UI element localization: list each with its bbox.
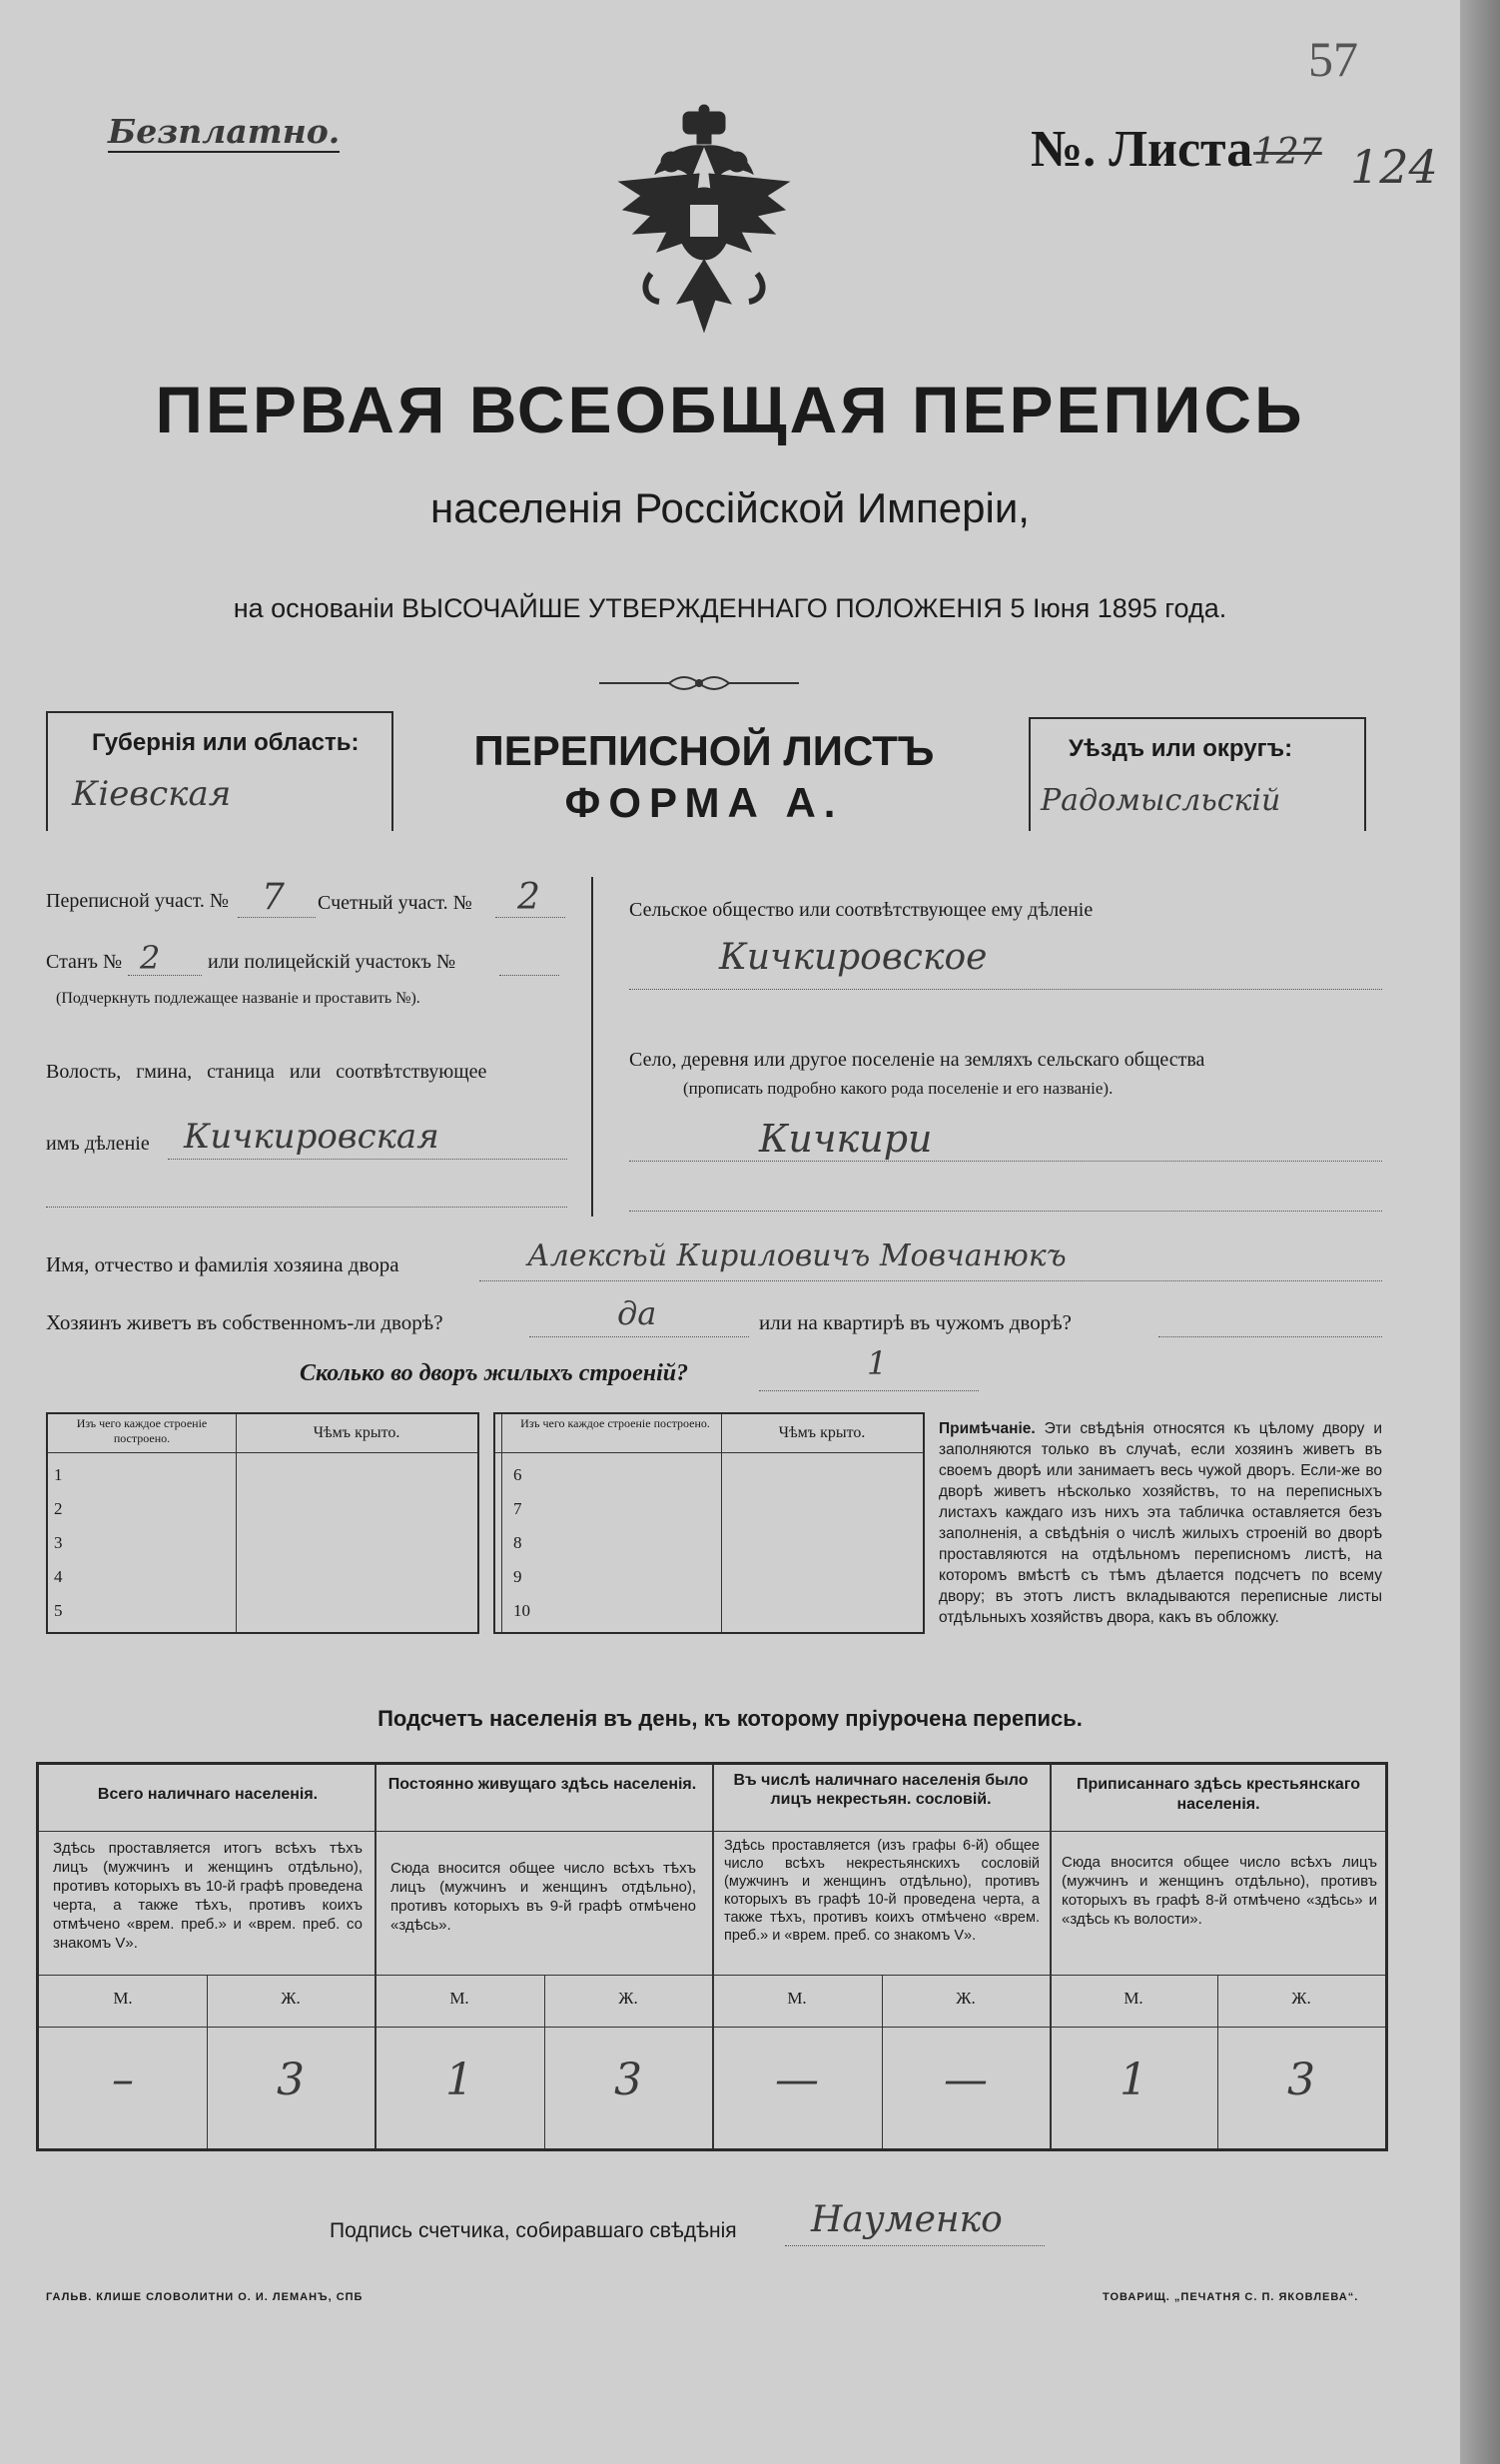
own-yard-line — [529, 1336, 749, 1337]
village-line — [629, 1161, 1382, 1162]
col4-title: Приписаннаго здѣсь крестьянскаго населенія. — [1076, 1776, 1361, 1813]
col1-desc: Здѣсь проставляется итогъ всѣхъ тѣхъ лицъ (мужчинъ и женщинъ отдѣльно), противъ которыхъ въ 10-й графѣ проведена черта, а также тѣхъ, противъ коихъ отмѣчено «врем. преб.» и «врем. преб. со знакомъ V». — [53, 1840, 363, 1952]
table-row[interactable]: 6 — [513, 1465, 522, 1484]
own-yard-label: Хозяинъ живетъ въ собственномъ-ли дворѣ? — [46, 1310, 443, 1334]
owner-name-line — [479, 1280, 1382, 1281]
col1-m-value[interactable]: – — [112, 2054, 134, 2105]
double-headed-eagle-icon — [611, 104, 797, 344]
province-label: Губернія или область: — [92, 729, 360, 756]
village-note: (прописать подробно какого рода поселеніе и его названіе). — [683, 1079, 1114, 1098]
note-title: Примѣчаніе. — [939, 1420, 1036, 1437]
volost-label-1: Волость, гмина, станица или соотвѣтствующее — [46, 1061, 487, 1083]
col1-f-value[interactable]: 3 — [277, 2054, 305, 2105]
district-value[interactable]: Радомысльскій — [1041, 783, 1281, 818]
page-subtitle: населенія Россійской Имперіи, — [430, 484, 1030, 531]
rows-left — [54, 1458, 63, 1628]
footer-right: ТОВАРИЩ. „ПЕЧАТНЯ С. П. ЯКОВЛЕВА“. — [1103, 2291, 1359, 2303]
table-row[interactable]: 10 — [513, 1601, 530, 1620]
society-line — [629, 989, 1382, 990]
material-header-right: Изъ чего каждое строеніе построено. — [520, 1416, 710, 1430]
volost-line-2 — [46, 1207, 567, 1208]
society-value[interactable]: Кичкировское — [719, 937, 988, 978]
volost-value[interactable]: Кичкировская — [184, 1117, 439, 1157]
rented-label: или на квартирѣ въ чужомъ дворѣ? — [759, 1310, 1072, 1334]
census-area-value[interactable]: 7 — [262, 877, 285, 918]
table-row[interactable]: 8 — [513, 1533, 522, 1552]
buildings-label: Сколько во дворъ жилыхъ строеній? — [300, 1360, 689, 1386]
ornament-divider-icon — [599, 671, 799, 695]
table-row[interactable]: 2 — [54, 1499, 63, 1518]
district-label: Уѣздъ или округъ: — [1069, 735, 1293, 762]
col2-f-value[interactable]: 3 — [614, 2054, 642, 2105]
col4-m-value[interactable]: 1 — [1120, 2054, 1147, 2105]
roof-header: Чѣмъ крыто. — [313, 1424, 400, 1441]
sheet-title: ПЕРЕПИСНОЙ ЛИСТЪ — [473, 727, 935, 774]
note-text: Эти свѣдѣнія относятся къ цѣлому двору и заполняются только въ случаѣ, если хозяинъ живетъ въ своемъ дворѣ или занимаетъ весь чужой дворъ. Если-же во дворѣ живетъ нѣсколько хозяйствъ, то на переписныхъ листахъ каждаго изъ нихъ эта табличка оставляется безъ заполненія, а свѣдѣнія о числѣ жилыхъ строеній во дворѣ проставляются на отдѣльномъ переписномъ листѣ, на которомъ вмѣстѣ съ тѣмъ дѣлается подсчетъ по всему двору; въ этотъ листъ вкладываются переписные листы отдѣльныхъ хозяйствъ двора, какъ въ обложку. — [939, 1420, 1382, 1626]
own-yard-value[interactable]: да — [617, 1294, 657, 1332]
province-value[interactable]: Кіевская — [72, 774, 232, 814]
col1-f-label: Ж. — [281, 1989, 301, 2008]
signature-value[interactable]: Науменко — [811, 2199, 1003, 2240]
population-table — [36, 1762, 1388, 2151]
sheet-number-hand: 124 — [1350, 140, 1438, 194]
note-block — [939, 1418, 1382, 1628]
material-header: Изъ чего каждое строеніе построено. — [76, 1416, 208, 1445]
paper-edge — [1460, 0, 1500, 2464]
table-row[interactable]: 9 — [513, 1567, 522, 1586]
volost-label-2: имъ дѣленіе — [46, 1133, 150, 1155]
corner-number: 57 — [1308, 31, 1358, 87]
village-line-2 — [629, 1211, 1382, 1212]
underline-note: (Подчеркнуть подлежащее названіе и проставить №). — [56, 990, 420, 1007]
free-label: Безплатно. — [108, 112, 341, 151]
col2-f-label: Ж. — [618, 1989, 638, 2008]
roof-header-right: Чѣмъ крыто. — [778, 1424, 866, 1441]
table-row[interactable]: 3 — [54, 1533, 63, 1552]
col4-desc: Сюда вносится общее число всѣхъ лицъ (мужчинъ и женщинъ отдѣльно), противъ которыхъ въ графѣ 8-й отмѣчено «здѣсь» и «здѣсь къ волости». — [1062, 1854, 1377, 1928]
sheet-number-crossed: 127 — [1253, 132, 1322, 173]
population-heading: Подсчетъ населенія въ день, къ которому пріурочена перепись. — [377, 1706, 1083, 1731]
stan-line — [128, 975, 202, 976]
page-title: ПЕРВАЯ ВСЕОБЩАЯ ПЕРЕПИСЬ — [155, 373, 1305, 446]
owner-name-value[interactable]: Алексѣй Кириловичъ Мовчанюкъ — [527, 1238, 1067, 1273]
col2-desc: Сюда вносится общее число всѣхъ тѣхъ лицъ (мужчинъ и женщинъ отдѣльно), противъ которыхъ въ 9-й графѣ отмѣчено «здѣсь». — [390, 1860, 696, 1934]
footer-left: ГАЛЬВ. КЛИШЕ СЛОВОЛИТНИ О. И. ЛЕМАНЪ, СПБ — [46, 2291, 364, 2303]
form-label: ФОРМА А. — [564, 779, 844, 826]
col3-m-label: М. — [787, 1989, 807, 2008]
count-area-line — [495, 917, 565, 918]
count-area-label: Счетный участ. № — [318, 892, 472, 914]
table-row[interactable]: 1 — [54, 1465, 63, 1484]
col3-f-value[interactable]: — — [944, 2054, 988, 2105]
col1-m-label: М. — [113, 1989, 133, 2008]
col2-m-label: М. — [449, 1989, 469, 2008]
stan-label: Станъ № — [46, 951, 123, 973]
fields-divider — [591, 877, 593, 1217]
rows-right — [513, 1458, 530, 1628]
page-basis: на основаніи ВЫСОЧАЙШЕ УТВЕРЖДЕННАГО ПОЛОЖЕНІЯ 5 Іюня 1895 года. — [233, 593, 1227, 623]
buildings-table-right — [493, 1412, 925, 1634]
police-line — [499, 975, 559, 976]
table-row[interactable]: 7 — [513, 1499, 522, 1518]
society-label: Сельское общество или соотвѣтствующее ему дѣленіе — [629, 899, 1094, 921]
col4-m-label: М. — [1124, 1989, 1143, 2008]
buildings-line — [759, 1390, 979, 1391]
police-label: или полицейскій участокъ № — [208, 951, 456, 973]
col3-m-value[interactable]: — — [775, 2054, 819, 2105]
table-row[interactable]: 4 — [54, 1567, 63, 1586]
owner-name-label: Имя, отчество и фамилія хозяина двора — [46, 1252, 399, 1276]
buildings-value[interactable]: 1 — [867, 1344, 888, 1382]
village-label: Село, деревня или другое поселеніе на земляхъ сельскаго общества — [629, 1049, 1205, 1071]
table-row[interactable]: 5 — [54, 1601, 63, 1620]
stan-value[interactable]: 2 — [140, 939, 161, 977]
census-area-line — [238, 917, 316, 918]
col3-title: Въ числѣ наличнаго населенія было лицъ некрестьян. сословій. — [733, 1772, 1029, 1808]
signature-line — [785, 2245, 1045, 2246]
rented-line — [1158, 1336, 1382, 1337]
col2-title: Постоянно живущаго здѣсь населенія. — [387, 1776, 697, 1793]
col2-m-value[interactable]: 1 — [445, 2054, 473, 2105]
village-value[interactable]: Кичкири — [759, 1117, 933, 1161]
col1-title: Всего наличнаго населенія. — [97, 1786, 319, 1803]
buildings-table-left — [46, 1412, 479, 1634]
col3-desc: Здѣсь проставляется (изъ графы 6-й) общее число всѣхъ некрестьянскихъ сословій (мужчинъ и женщинъ отдѣльно), противъ которыхъ въ графѣ 10-й проведена черта, а также тѣхъ, противъ коихъ отмѣчено «врем. преб.» и «врем. преб. со знакомъ V». — [724, 1838, 1040, 1944]
col3-f-label: Ж. — [956, 1989, 976, 2008]
count-area-value[interactable]: 2 — [517, 877, 540, 918]
col4-f-value[interactable]: 3 — [1287, 2054, 1315, 2105]
volost-line — [168, 1159, 567, 1160]
col4-f-label: Ж. — [1291, 1989, 1311, 2008]
sheet-number-label: №. Листа — [1031, 121, 1253, 178]
signature-label: Подпись счетчика, собиравшаго свѣдѣнія — [330, 2219, 737, 2242]
census-area-label: Переписной участ. № — [46, 890, 230, 912]
